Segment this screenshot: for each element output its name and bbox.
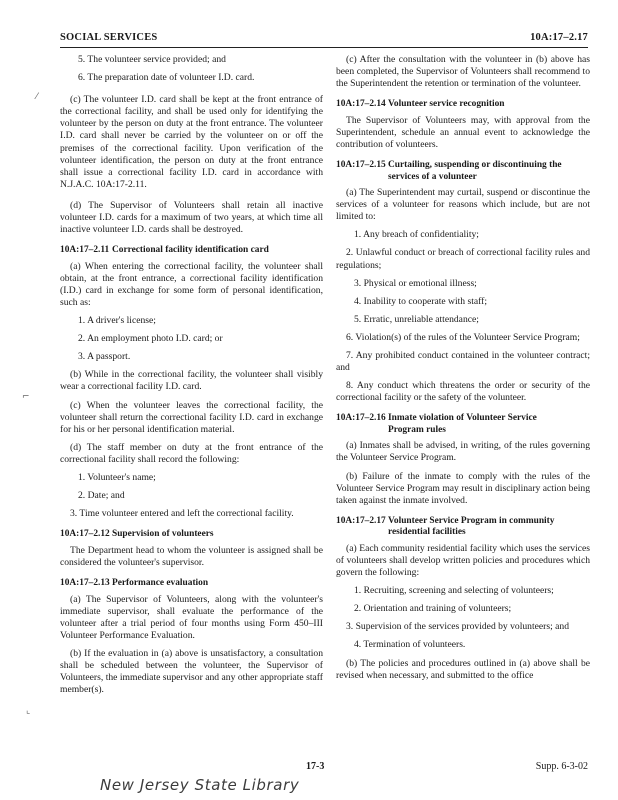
list-item: 1. A driver's license; [78,315,156,327]
paragraph: The Department head to whom the volunteer is assigned shall be considered the volunteer's supervisor. [60,544,323,568]
list-item: 1. Recruiting, screening and selecting of volunteers; [354,585,554,597]
scan-mark: ⌞ [26,706,31,716]
section-heading [336,160,590,183]
left-column [60,54,323,702]
scan-mark: ⌐ [22,392,30,402]
paragraph: (b) While in the correctional facility, the volunteer shall visibly wear a correctional facility I.D. card. [60,369,323,393]
section-title: Correctional facility identification card [112,245,269,256]
list-item: 4. Inability to cooperate with staff; [354,295,488,307]
list-item: 2. Date; and [78,490,125,502]
section-title: Performance evaluation [112,578,209,588]
paragraph: (b) The policies and procedures outlined in (a) above shall be revised when necessary, and submitted to the office [336,657,590,681]
list-item: 7. Any prohibited conduct contained in the volunteer contract; and [336,350,590,374]
section-number: 10A:17–2.16 [336,413,386,424]
paragraph: (c) After the consultation with the volunteer in (b) above has been completed, the Supervisor of Volunteers shall recommend to the Superintendent the retention or termination of the volunteer. [336,54,590,90]
paragraph: (a) Inmates shall be advised, in writing, of the rules governing the Volunteer Service Program. [336,440,590,464]
paragraph: (c) When the volunteer leaves the correctional facility, the volunteer shall return the correctional facility I.D. card in exchange for his or her personal identification material. [60,399,323,435]
list-item: 6. Violation(s) of the rules of the Volunteer Service Program; [346,331,580,343]
list-item: 2. An employment photo I.D. card; or [78,333,223,345]
header-section-title: SOCIAL SERVICES [60,32,158,43]
right-column [336,54,590,688]
section-number: 10A:17–2.15 [336,160,386,171]
list-item: 3. A passport. [78,351,131,363]
section-title: Volunteer service recognition [388,99,505,110]
list-item: 2. Unlawful conduct or breach of correctional facility rules and regulations; [336,247,590,271]
section-number: 10A:17–2.17 [336,515,386,526]
section-title-cont: Program rules [388,424,446,435]
list-item: 6. The preparation date of volunteer I.D. card. [78,72,255,84]
section-number: 10A:17–2.13 [60,578,110,588]
running-header [60,32,588,46]
header-rule [60,47,588,48]
section-heading [60,529,323,541]
section-title: Inmate violation of Volunteer Service [388,413,537,424]
paragraph: The Supervisor of Volunteers may, with approval from the Superintendent, schedule an annual event to acknowledge the contribution of volunteers. [336,114,590,150]
list-item: 1. Volunteer's name; [78,472,156,484]
paragraph: (a) When entering the correctional facility, the volunteer shall obtain, at the front entrance, a correctional facility identification (I.D.) card in exchange for some form of personal identification, such as: [60,260,323,308]
list-item: 3. Supervision of the services provided by volunteers; and [346,621,570,633]
paragraph: (a) Each community residential facility which uses the services of volunteers shall develop written policies and procedures which govern the following: [336,542,590,579]
list-item: 2. Orientation and training of volunteers; [354,603,512,615]
section-title: Supervision of volunteers [112,529,214,540]
supplement-date: Supp. 6-3-02 [535,761,588,772]
paragraph: (d) The staff member on duty at the front entrance of the correctional facility shall record the following: [60,441,323,465]
section-heading [60,578,323,590]
scan-mark: ⁄ [36,92,38,102]
library-stamp: New Jersey State Library [100,776,300,794]
list-item: 5. Erratic, unreliable attendance; [354,313,479,325]
paragraph: (a) The Supervisor of Volunteers, along with the volunteer's immediate supervisor, shall evaluate the performance of the volunteer after a trial period of four months using Form 450–III Volunteer Performance Evaluation. [60,593,323,641]
list-item: 8. Any conduct which threatens the order or security of the correctional facility or the safety of the volunteer. [336,380,590,404]
page-number: 17-3 [306,761,325,772]
section-heading [336,516,590,539]
list-item: 1. Any breach of confidentiality; [354,229,479,241]
section-title-cont: services of a volunteer [388,171,477,182]
paragraph: (b) If the evaluation in (a) above is unsatisfactory, a consultation shall be scheduled between the volunteer, the Supervisor of Volunteers, the immediate supervisor and any other appropriate staff member(s). [60,647,323,696]
section-number: 10A:17–2.12 [60,529,110,540]
list-item: 4. Termination of volunteers. [354,639,466,651]
list-item: 3. Time volunteer entered and left the correctional facility. [70,508,294,520]
section-title: Curtailing, suspending or discontinuing the [388,160,562,171]
section-title: Volunteer Service Program in community [388,515,555,526]
section-heading [336,99,590,111]
paragraph: (a) The Superintendent may curtail, suspend or discontinue the services of a volunteer for reasons which include, but are not limited to: [336,187,590,223]
section-heading [336,413,590,436]
list-item: 3. Physical or emotional illness; [354,277,477,289]
section-number: 10A:17–2.14 [336,99,386,110]
paragraph: (d) The Supervisor of Volunteers shall retain all inactive volunteer I.D. cards for a maximum of two years, at which time all inactive volunteer I.D. cards shall be destroyed. [60,199,323,236]
list-item: 5. The volunteer service provided; and [78,54,226,65]
section-heading [60,245,323,257]
header-citation: 10A:17–2.17 [530,32,588,43]
section-number: 10A:17–2.11 [60,245,110,256]
section-title-cont: residential facilities [388,527,466,538]
paragraph: (c) The volunteer I.D. card shall be kept at the front entrance of the correctional facility, and shall be used only for identifying the volunteer by the person on duty at the front entrance. The volunteer I.D. card shall never be carried by the volunteer on or off the premises of the correctional facility. Upon verification of the volunteer identification, the person on duty at the front entrance shall issue a correctional facility I.D. card in accordance with N.J.A.C. 10A:17-2.11. [60,94,323,190]
paragraph: (b) Failure of the inmate to comply with the rules of the Volunteer Service Program may result in disciplinary action being taken against the inmate involved. [336,470,590,506]
